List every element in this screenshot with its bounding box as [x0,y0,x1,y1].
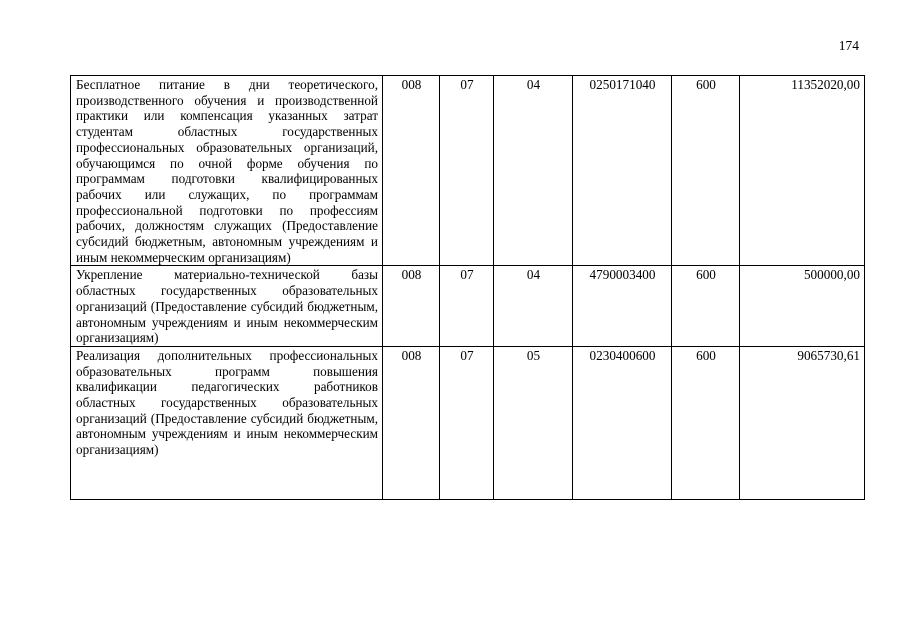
amount-cell: 500000,00 [740,266,865,347]
amount-cell: 9065730,61 [740,346,865,499]
budget-table [70,75,865,500]
description-cell: Укрепление материально-технической базы областных государственных образовательных организаций (Предоставление субсидий бюджетным, автономным учреждениям и иным некоммерческим организациям) [71,266,383,347]
ministry-code-cell: 008 [383,346,440,499]
amount-cell: 11352020,00 [740,76,865,266]
description-cell: Реализация дополнительных профессиональных образовательных программ повышения квалификации педагогических работников областных государственных образовательных организаций (Предоставление субсидий бюджетным, автономным учреждениям и иным некоммерческим организациям) [71,346,383,499]
subsection-code-cell: 04 [494,76,573,266]
target-article-cell: 0230400600 [573,346,672,499]
section-code-cell: 07 [440,346,494,499]
table-row [71,76,865,266]
section-code-cell: 07 [440,76,494,266]
section-code-cell: 07 [440,266,494,347]
target-article-cell: 4790003400 [573,266,672,347]
subsection-code-cell: 05 [494,346,573,499]
description-cell: Бесплатное питание в дни теоретического, производственного обучения и производственной практики или компенсация указанных затрат студентам областных государственных профессиональных образовательных организаций, обучающимся по очной форме обучения по программам подготовки квалифицированных рабочих или служащих, по программам профессиональной подготовки по профессиям рабочих, должностям служащих (Предоставление субсидий бюджетным, автономным учреждениям и иным некоммерческим организациям) [71,76,383,266]
ministry-code-cell: 008 [383,76,440,266]
page-number: 174 [838,38,859,53]
target-article-cell: 0250171040 [573,76,672,266]
ministry-code-cell: 008 [383,266,440,347]
expense-type-cell: 600 [672,266,740,347]
expense-type-cell: 600 [672,346,740,499]
table-row [71,346,865,499]
table-row [71,266,865,347]
expense-type-cell: 600 [672,76,740,266]
subsection-code-cell: 04 [494,266,573,347]
